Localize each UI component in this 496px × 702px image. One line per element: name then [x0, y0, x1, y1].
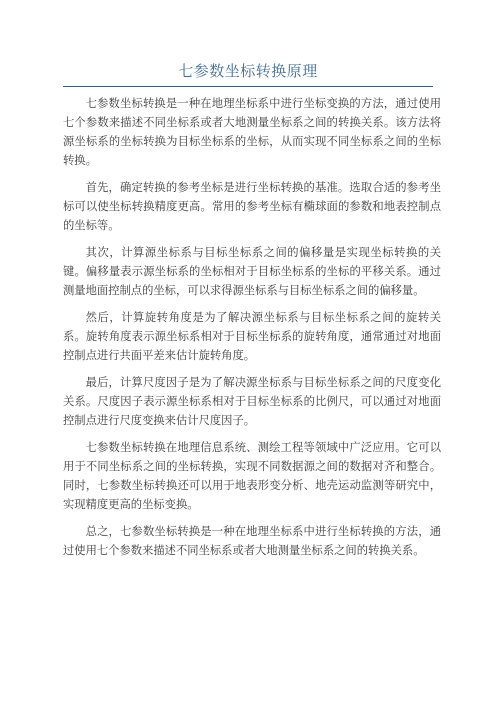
- title-divider: [63, 86, 433, 87]
- paragraph-applications: 七参数坐标转换在地理信息系统、测绘工程等领域中广泛应用。它可以用于不同坐标系之间的坐标转换，实现不同数据源之间的数据对齐和整合。同时，七参数坐标转换还可以用于地表形变分析、地壳运动监测等研究中，实现精度更高的坐标变换。: [63, 441, 441, 511]
- paragraph-reference-coordinates: 首先，确定转换的参考坐标是进行坐标转换的基准。选取合适的参考坐标可以使坐标转换精度更高。常用的参考坐标有椭球面的参数和地表控制点的坐标等。: [63, 181, 441, 232]
- paragraph-offset: 其次，计算源坐标系与目标坐标系之间的偏移量是实现坐标转换的关键。偏移量表示源坐标系的坐标相对于目标坐标系的坐标的平移关系。通过测量地面控制点的坐标，可以求得源坐标系与目标坐标系之间的偏移量。: [63, 246, 441, 297]
- paragraph-rotation: 然后，计算旋转角度是为了解决源坐标系与目标坐标系之间的旋转关系。旋转角度表示源坐标系相对于目标坐标系的旋转角度，通常通过对地面控制点进行共面平差来估计旋转角度。: [63, 311, 441, 362]
- document-body: [63, 94, 441, 568]
- paragraph-scale-factor: 最后，计算尺度因子是为了解决源坐标系与目标坐标系之间的尺度变化关系。尺度因子表示源坐标系相对于目标坐标系的比例尺，可以通过对地面控制点进行尺度变换来估计尺度因子。: [63, 376, 441, 427]
- paragraph-summary: 总之，七参数坐标转换是一种在地理坐标系中进行坐标转换的方法，通过使用七个参数来描述不同坐标系或者大地测量坐标系之间的转换关系。: [63, 525, 441, 557]
- paragraph-intro: 七参数坐标转换是一种在地理坐标系中进行坐标变换的方法，通过使用七个参数来描述不同坐标系或者大地测量坐标系之间的转换关系。该方法将源坐标系的坐标转换为目标坐标系的坐标，从而实现不同坐标系之间的坐标转换。: [63, 97, 441, 167]
- page-title: 七参数坐标转换原理: [178, 62, 318, 80]
